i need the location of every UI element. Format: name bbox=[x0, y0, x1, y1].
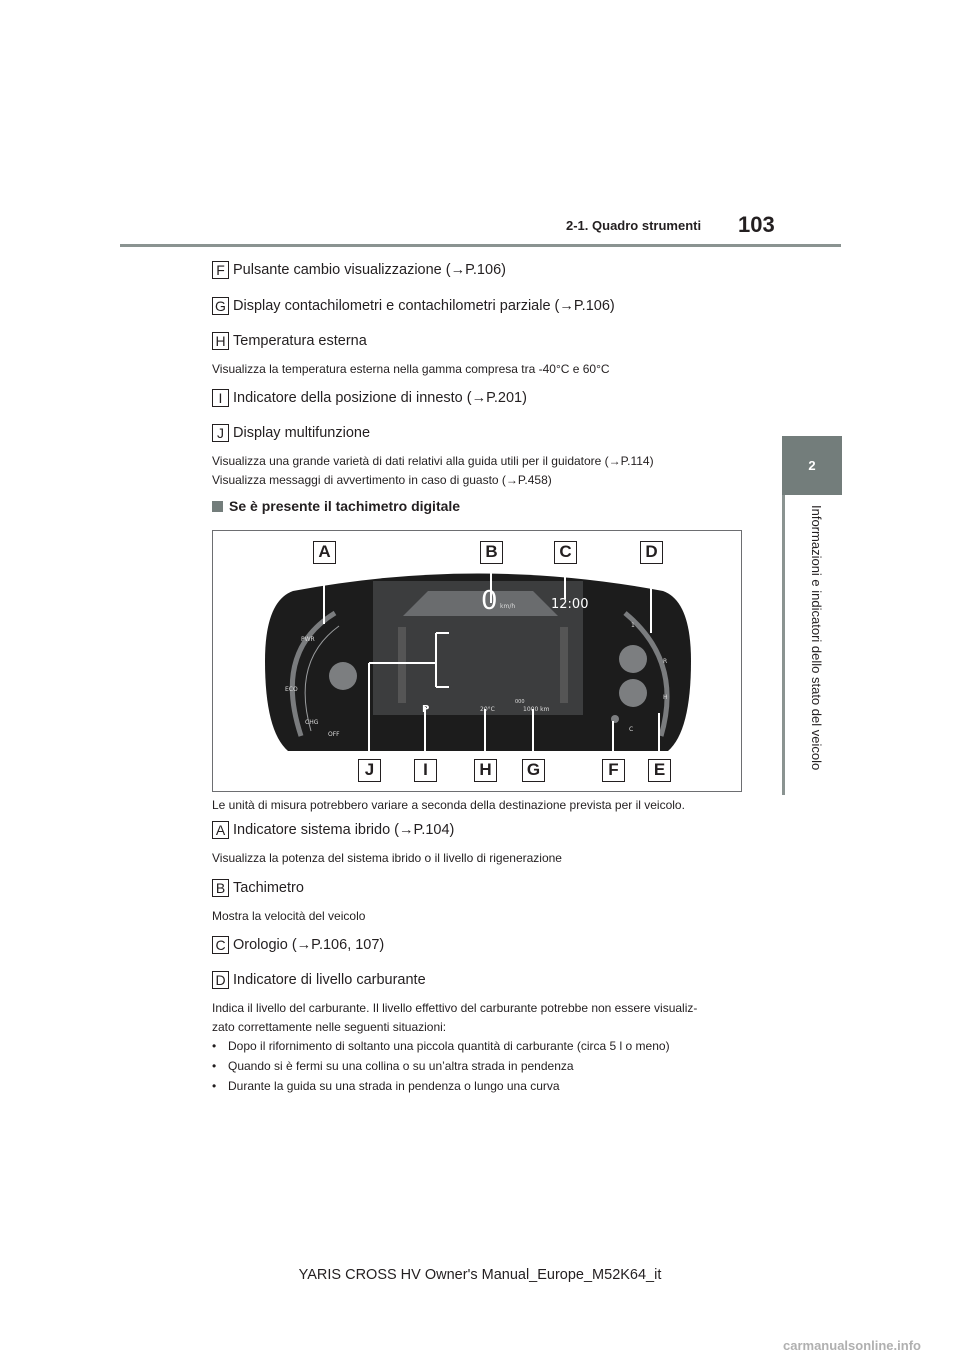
figure-note: Le unità di misura potrebbero variare a seconda della destinazione prevista per il veicolo. bbox=[212, 798, 685, 812]
item-letter: F bbox=[212, 261, 229, 279]
hybrid-label-off: OFF bbox=[328, 731, 340, 738]
item-j bbox=[212, 424, 370, 442]
item-a bbox=[212, 821, 454, 839]
item-label: Pulsante cambio visualizzazione (→P.106) bbox=[233, 262, 506, 278]
temp-label-h: H bbox=[663, 694, 668, 701]
item-letter: D bbox=[212, 971, 229, 989]
desc-j-line: Visualizza messaggi di avvertimento in caso di guasto (→P.458) bbox=[212, 473, 552, 487]
item-label: Temperatura esterna bbox=[233, 333, 367, 349]
item-letter: C bbox=[212, 936, 229, 954]
callout-e: E bbox=[648, 759, 671, 782]
desc-d-line: Indica il livello del carburante. Il livello effettivo del carburante potrebbe non essere visualiz- bbox=[212, 1001, 698, 1015]
hybrid-label-eco: ECO bbox=[285, 686, 298, 693]
callout-f: F bbox=[602, 759, 625, 782]
bullet-item bbox=[212, 1079, 560, 1093]
square-bullet-icon bbox=[212, 501, 223, 512]
dashboard-illustration bbox=[213, 531, 743, 793]
hybrid-label-pwr: PWR bbox=[301, 636, 315, 643]
chapter-title: Informazioni e indicatori dello stato del veicolo bbox=[809, 505, 824, 771]
item-letter: H bbox=[212, 332, 229, 350]
temp-label-c: C bbox=[629, 726, 634, 733]
header-rule bbox=[120, 244, 841, 247]
fuel-label-full: 1 bbox=[631, 622, 635, 629]
speed-unit: km/h bbox=[500, 603, 516, 610]
bullet-dot-icon: • bbox=[212, 1059, 217, 1073]
item-i bbox=[212, 389, 527, 407]
item-g bbox=[212, 297, 615, 315]
item-letter: B bbox=[212, 879, 229, 897]
subheading bbox=[212, 498, 460, 514]
desc-b: Mostra la velocità del veicolo bbox=[212, 909, 366, 923]
section-title: 2-1. Quadro strumenti bbox=[566, 218, 702, 233]
subheading-text: Se è presente il tachimetro digitale bbox=[229, 498, 461, 514]
callout-i: I bbox=[414, 759, 437, 782]
item-letter: J bbox=[212, 424, 229, 442]
callout-c: C bbox=[554, 541, 577, 564]
callout-j: J bbox=[358, 759, 381, 782]
item-label: Orologio (→P.106, 107) bbox=[233, 937, 385, 953]
dashboard-figure bbox=[212, 530, 742, 792]
item-label: Indicatore di livello carburante bbox=[233, 972, 426, 988]
chapter-tab[interactable]: 2 bbox=[782, 436, 842, 495]
bullet-dot-icon: • bbox=[212, 1039, 217, 1053]
chapter-rule bbox=[782, 495, 785, 795]
item-label: Indicatore della posizione di innesto (→P.201) bbox=[233, 390, 527, 406]
odo-readout: 1000 km bbox=[523, 706, 550, 713]
item-label: Display contachilometri e contachilometri parziale (→P.106) bbox=[233, 298, 615, 314]
watermark[interactable]: carmanualsonline.info bbox=[783, 1338, 921, 1353]
bullet-text: Durante la guida su una strada in pendenza o lungo una curva bbox=[228, 1079, 560, 1093]
item-letter: A bbox=[212, 821, 229, 839]
item-letter: G bbox=[212, 297, 229, 315]
page-number: 103 bbox=[738, 212, 775, 237]
gear-readout: P bbox=[422, 704, 430, 715]
item-c bbox=[212, 936, 384, 954]
item-h bbox=[212, 332, 367, 350]
item-d bbox=[212, 971, 426, 989]
clock-readout: 12:00 bbox=[551, 597, 589, 612]
callout-a: A bbox=[313, 541, 336, 564]
trip-readout: 000 bbox=[515, 699, 525, 705]
item-label: Display multifunzione bbox=[233, 425, 371, 441]
fuel-label-r: R bbox=[663, 658, 668, 665]
item-label: Tachimetro bbox=[233, 880, 304, 896]
bullet-item bbox=[212, 1059, 574, 1073]
item-f bbox=[212, 261, 506, 279]
desc-j-line: Visualizza una grande varietà di dati relativi alla guida utili per il guidatore (→P.114) bbox=[212, 454, 654, 468]
callout-h: H bbox=[474, 759, 497, 782]
bullet-item bbox=[212, 1039, 670, 1053]
speed-readout: 0 bbox=[481, 586, 498, 616]
callout-g: G bbox=[522, 759, 545, 782]
desc-h: Visualizza la temperatura esterna nella gamma compresa tra -40°C e 60°C bbox=[212, 362, 610, 376]
bullet-text: Quando si è fermi su una collina o su un’altra strada in pendenza bbox=[228, 1059, 574, 1073]
item-label: Indicatore sistema ibrido (→P.104) bbox=[233, 822, 455, 838]
item-letter: I bbox=[212, 389, 229, 407]
bullet-text: Dopo il rifornimento di soltanto una piccola quantità di carburante (circa 5 l o meno) bbox=[228, 1039, 670, 1053]
desc-d-line: zato correttamente nelle seguenti situazioni: bbox=[212, 1020, 447, 1034]
hybrid-label-chg: CHG bbox=[305, 719, 319, 726]
bullet-dot-icon: • bbox=[212, 1079, 217, 1093]
item-b bbox=[212, 879, 304, 897]
temp-readout: 20°C bbox=[480, 706, 495, 713]
callout-b: B bbox=[480, 541, 503, 564]
desc-a: Visualizza la potenza del sistema ibrido o il livello di rigenerazione bbox=[212, 851, 562, 865]
callout-d: D bbox=[640, 541, 663, 564]
footer: YARIS CROSS HV Owner's Manual_Europe_M52K64_it bbox=[298, 1267, 662, 1283]
